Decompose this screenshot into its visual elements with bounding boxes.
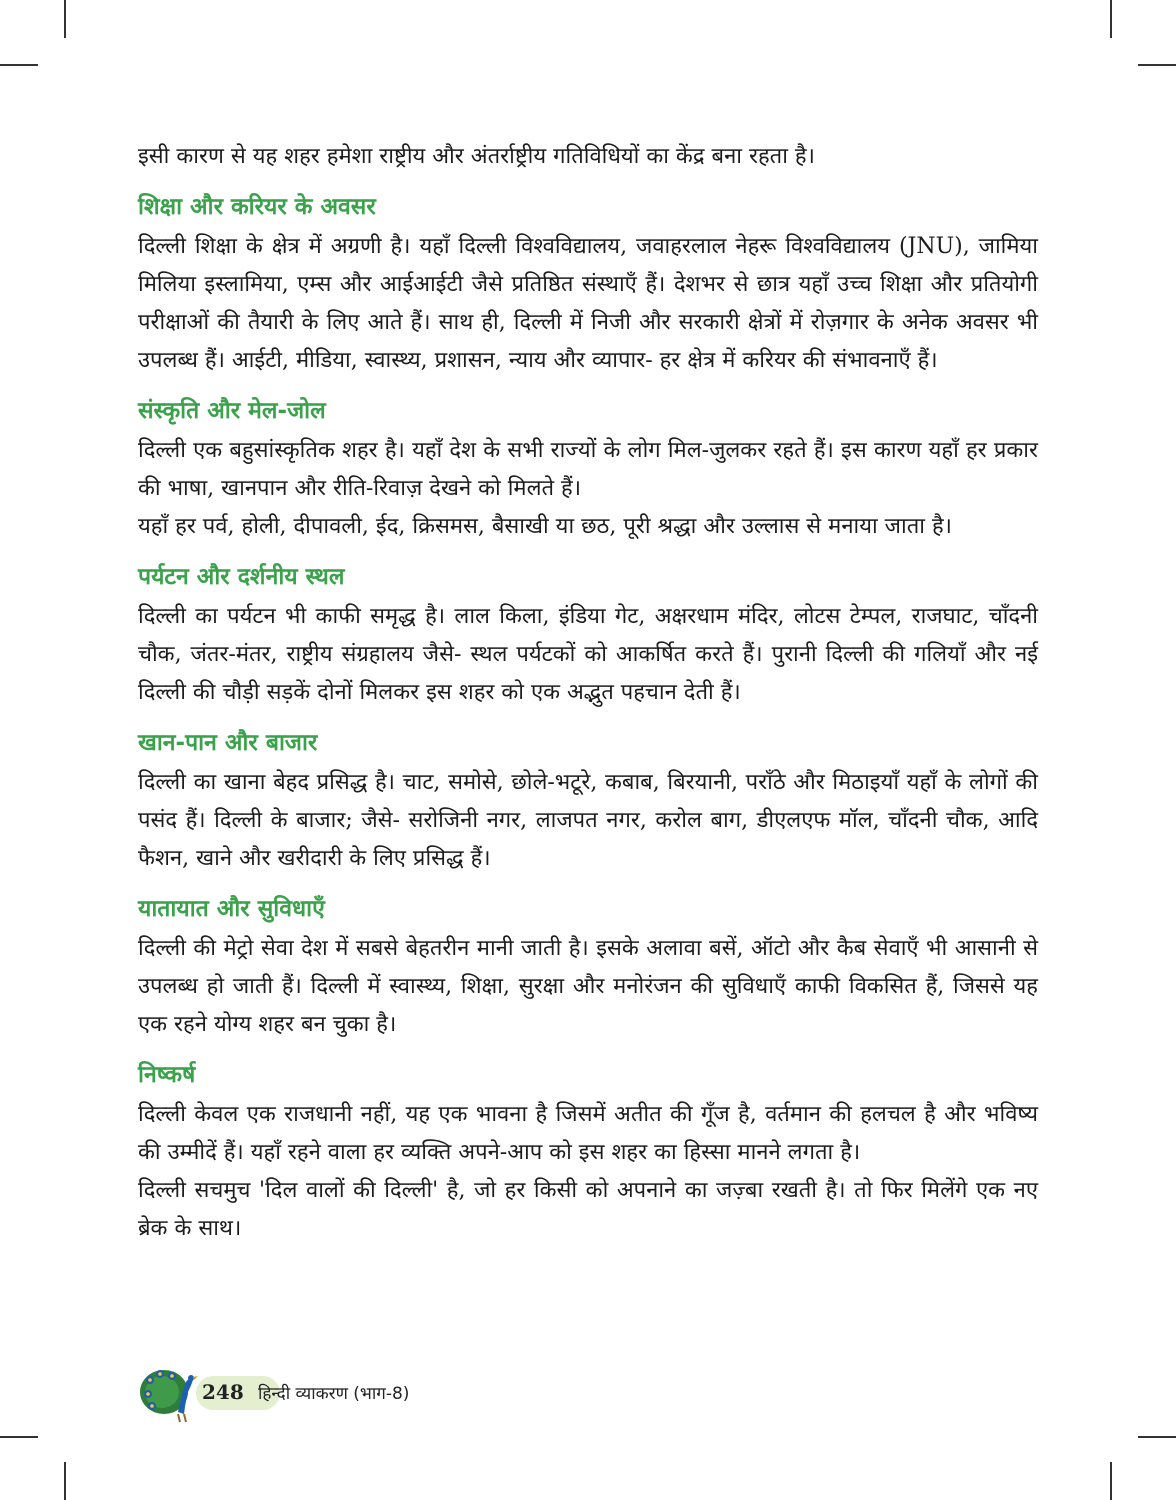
crop-mark-bottom-right xyxy=(1110,1462,1112,1500)
paragraph-food: दिल्ली का खाना बेहद प्रसिद्ध है। चाट, समोसे, छोले-भटूरे, कबाब, बिरयानी, पराँठे और मिठाइयाँ यहाँ के लोगों की पसंद हैं। दिल्ली के बाजार; जैसे- सरोजिनी नगर, लाजपत नगर, करोल बाग, डीएलएफ मॉल, चाँदनी चौक, आदि फैशन, खाने और खरीदारी के लिए प्रसिद्ध हैं। xyxy=(138,770,1038,871)
paragraph-culture-2: यहाँ हर पर्व, होली, दीपावली, ईद, क्रिसमस, बैसाखी या छठ, पूरी श्रद्धा और उल्लास से मनाया जाता है। xyxy=(138,514,952,539)
crop-mark-left-top xyxy=(0,64,38,66)
page-number: 248 xyxy=(202,1380,244,1404)
page-content xyxy=(138,138,1038,1248)
crop-mark-top-right xyxy=(1110,0,1112,38)
crop-mark-right-bottom xyxy=(1138,1436,1176,1438)
crop-mark-bottom-left xyxy=(64,1462,66,1500)
paragraph-tourism: दिल्ली का पर्यटन भी काफी समृद्ध है। लाल किला, इंडिया गेट, अक्षरधाम मंदिर, लोटस टेम्पल, राजघाट, चाँदनी चौक, जंतर-मंतर, राष्ट्रीय संग्रहालय जैसे- स्थल पर्यटकों को आकर्षित करते हैं। पुरानी दिल्ली की गलियाँ और नई दिल्ली की चौड़ी सड़कें दोनों मिलकर इस शहर को एक अद्भुत पहचान देती हैं। xyxy=(138,604,1038,705)
crop-mark-right-top xyxy=(1138,64,1176,66)
heading-culture: संस्कृति और मेल-जोल xyxy=(138,398,326,424)
paragraph-education: दिल्ली शिक्षा के क्षेत्र में अग्रणी है। यहाँ दिल्ली विश्वविद्यालय, जवाहरलाल नेहरू विश्वविद्यालय (JNU), जामिया मिलिया इस्लामिया, एम्स और आईआईटी जैसे प्रतिष्ठित संस्थाएँ हैं। देशभर से छात्र यहाँ उच्च शिक्षा और प्रतियोगी परीक्षाओं की तैयारी के लिए आते हैं। साथ ही, दिल्ली में निजी और सरकारी क्षेत्रों में रोज़गार के अनेक अवसर भी उपलब्ध हैं। आईटी, मीडिया, स्वास्थ्य, प्रशासन, न्याय और व्यापार- हर क्षेत्र में करियर की संभावनाएँ हैं। xyxy=(138,234,1038,373)
paragraph-conclusion-2: दिल्ली सचमुच 'दिल वालों की दिल्ली' है, जो हर किसी को अपनाने का जज़्बा रखती है। तो फिर मिलेंगे एक नए ब्रेक के साथ। xyxy=(138,1178,1038,1241)
heading-transport: यातायात और सुविधाएँ xyxy=(138,896,325,922)
book-title: हिन्दी व्याकरण (भाग-8) xyxy=(258,1384,410,1404)
peacock-icon xyxy=(138,1362,204,1424)
crop-mark-top-left xyxy=(64,0,66,38)
crop-mark-left-bottom xyxy=(0,1436,38,1438)
page-footer xyxy=(138,1362,638,1422)
intro-paragraph: इसी कारण से यह शहर हमेशा राष्ट्रीय और अंतर्राष्ट्रीय गतिविधियों का केंद्र बना रहता है। xyxy=(138,144,815,169)
paragraph-transport: दिल्ली की मेट्रो सेवा देश में सबसे बेहतरीन मानी जाती है। इसके अलावा बसें, ऑटो और कैब सेवाएँ भी आसानी से उपलब्ध हो जाती हैं। दिल्ली में स्वास्थ्य, शिक्षा, सुरक्षा और मनोरंजन की सुविधाएँ काफी विकसित हैं, जिससे यह एक रहने योग्य शहर बन चुका है। xyxy=(138,936,1038,1037)
heading-tourism: पर्यटन और दर्शनीय स्थल xyxy=(138,564,345,590)
heading-education: शिक्षा और करियर के अवसर xyxy=(138,194,376,220)
heading-conclusion: निष्कर्ष xyxy=(138,1062,196,1088)
paragraph-conclusion-1: दिल्ली केवल एक राजधानी नहीं, यह एक भावना है जिसमें अतीत की गूँज है, वर्तमान की हलचल है और भविष्य की उम्मीदें हैं। यहाँ रहने वाला हर व्यक्ति अपने-आप को इस शहर का हिस्सा मानने लगता है। xyxy=(138,1102,1038,1165)
paragraph-culture-1: दिल्ली एक बहुसांस्कृतिक शहर है। यहाँ देश के सभी राज्यों के लोग मिल-जुलकर रहते हैं। इस कारण यहाँ हर प्रकार की भाषा, खानपान और रीति-रिवाज़ देखने को मिलते हैं। xyxy=(138,438,1038,501)
heading-food: खान-पान और बाजार xyxy=(138,730,318,756)
